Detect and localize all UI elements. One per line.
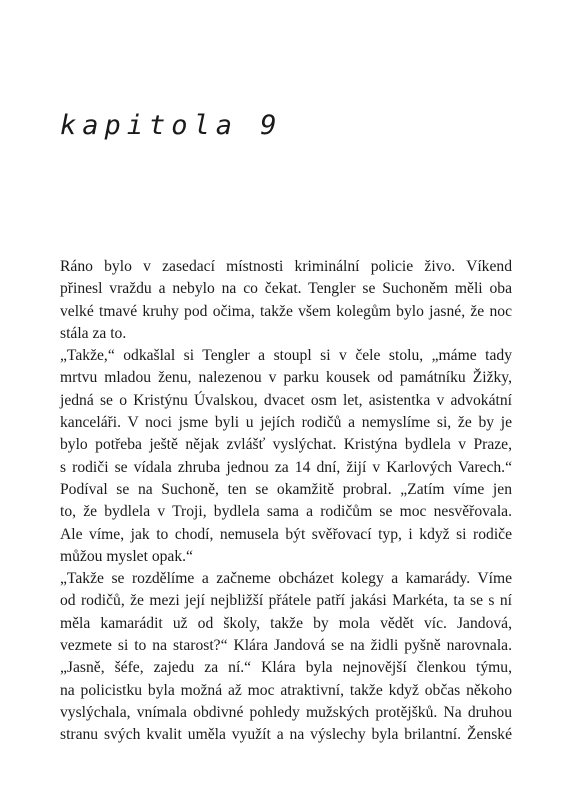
text-line: stranu svých kvalit uměla využít a na výslechy byla brilantní. Ženské: [60, 726, 512, 744]
text-line: „Takže se rozdělíme a začneme obcházet kolegy a kamarády. Víme: [60, 570, 512, 588]
text-line: stála za to.: [60, 324, 127, 342]
text-line: „Takže,“ odkašlal si Tengler a stoupl si v čele stolu, „máme tady: [60, 347, 512, 365]
text-line: na policistku byla možná až moc atraktivní, takže když občas někoho: [60, 681, 512, 699]
text-line: s rodiči se vídala zhruba jednou za 14 dní, žijí v Karlových Varech.“: [60, 458, 512, 476]
text-line: „Jasně, šéfe, zajedu za ní.“ Klára byla nejnovější členkou týmu,: [60, 659, 512, 677]
chapter-title: kapitola 9: [60, 110, 283, 141]
text-line: velké tmavé kruhy pod očima, takže všem kolegům bylo jasné, že noc: [60, 302, 512, 320]
text-line: jedná se o Kristýnu Úvalskou, dvacet osm let, asistentka v advokátní: [60, 391, 512, 409]
text-line: vyslýchala, vnímala obdivné pohledy mužských protějšků. Na druhou: [60, 703, 512, 721]
text-line: od rodičů, že mezi její nejbližší přátele patří jakási Markéta, ta se s ní: [60, 592, 512, 610]
text-line: kanceláři. V noci jsme byli u jejích rodičů a nemyslíme si, že by je: [60, 414, 512, 432]
text-line: můžou myslet opak.“: [60, 547, 193, 565]
text-line: Ale víme, jak to chodí, nemusela být svěřovací typ, i když si rodiče: [60, 525, 512, 543]
text-line: to, že bydlela v Troji, bydlela sama a rodičům se moc nesvěřovala.: [60, 503, 512, 521]
text-line: vezmete si to na starost?“ Klára Jandová se na židli pyšně narovnala.: [60, 637, 512, 655]
text-line: mrtvu mladou ženu, nalezenou v parku kousek od památníku Žižky,: [60, 369, 512, 387]
text-line: bylo potřeba ještě nějak zvlášť vyslýchat. Kristýna bydlela v Praze,: [60, 436, 512, 454]
text-line: měla kamarádit už od školy, takže by mola vědět víc. Jandová,: [60, 614, 512, 632]
chapter-body-text: [60, 256, 512, 747]
text-line: Ráno bylo v zasedací místnosti kriminální policie živo. Víkend: [60, 258, 512, 275]
text-line: přinesl vraždu a nebylo na co čekat. Tengler se Suchoněm měli oba: [60, 280, 512, 298]
text-line: Podíval se na Suchoně, ten se okamžitě probral. „Zatím víme jen: [60, 480, 512, 498]
